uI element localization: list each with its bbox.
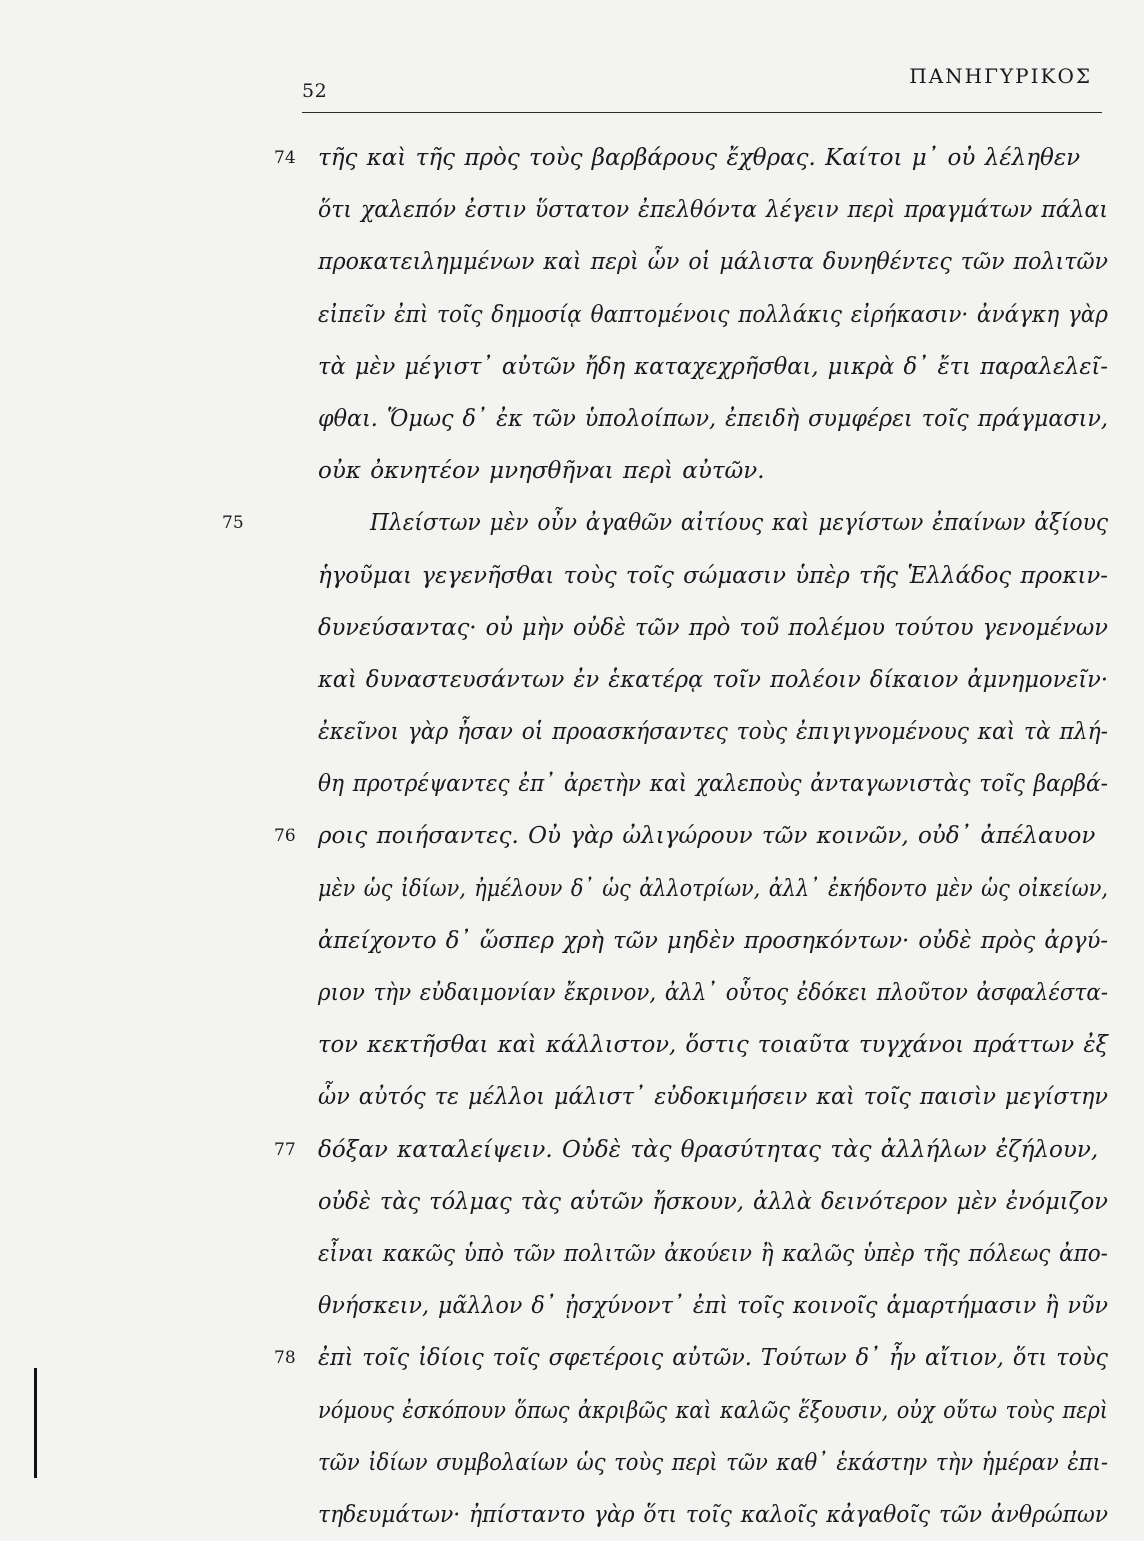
scan-edge-mark: [34, 1368, 37, 1478]
line-text: προκατειλημμένων καὶ περὶ ὧν οἱ μάλιστα δυνηθέντες τῶν πολιτῶν: [318, 249, 1109, 276]
line-text: τον κεκτῆσθαι καὶ κάλλιστον, ὅστις τοιαῦτα τυγχάνοι πράττων ἐξ: [318, 1032, 1109, 1059]
section-number: 74: [274, 148, 296, 168]
text-line: [274, 1124, 1118, 1176]
text-line: [222, 497, 1118, 549]
text-line: [318, 445, 1118, 497]
line-text: τῆς καὶ τῆς πρὸς τοὺς βαρβάρους ἔχθρας. Καίτοι μ᾽ οὐ λέληθεν: [318, 145, 1081, 171]
text-line: [318, 915, 1118, 967]
line-text: θνήσκειν, μᾶλλον δ᾽ ᾐσχύνοντ᾽ ἐπὶ τοῖς κοινοῖς ἁμαρτήμασιν ἢ νῦν: [318, 1293, 1109, 1320]
line-text: ἀπείχοντο δ᾽ ὥσπερ χρὴ τῶν μηδὲν προσηκόντων· οὐδὲ πρὸς ἀργύ-: [318, 927, 1109, 954]
line-text: οὐκ ὀκνητέον μνησθῆναι περὶ αὐτῶν.: [318, 458, 765, 485]
line-text: ἡγοῦμαι γεγενῆσθαι τοὺς τοῖς σώμασιν ὑπὲρ τῆς Ἑλλάδος προκιν-: [318, 562, 1109, 589]
line-text: τηδευμάτων· ἠπίσταντο γὰρ ὅτι τοῖς καλοῖς κἀγαθοῖς τῶν ἀνθρώπων: [318, 1501, 1109, 1528]
text-line: [318, 1280, 1118, 1332]
line-text: οὐδὲ τὰς τόλμας τὰς αὑτῶν ἤσκουν, ἀλλὰ δεινότερον μὲν ἐνόμιζον: [318, 1188, 1108, 1215]
line-text: ἐπὶ τοῖς ἰδίοις τοῖς σφετέροις αὐτῶν. Τούτων δ᾽ ἦν αἴτιον, ὅτι τοὺς: [318, 1345, 1108, 1372]
text-line: [318, 863, 1118, 915]
line-text: τῶν ἰδίων συμβολαίων ὡς τοὺς περὶ τῶν καθ᾽ ἑκάστην τὴν ἡμέραν ἐπι-: [318, 1449, 1108, 1476]
line-text: τὰ μὲν μέγιστ᾽ αὐτῶν ἤδη καταχεχρῆσθαι, μικρὰ δ᾽ ἔτι παραλελεῖ-: [318, 353, 1108, 380]
line-text: ἐκεῖνοι γὰρ ἦσαν οἱ προασκήσαντες τοὺς ἐπιγιγνομένους καὶ τὰ πλή-: [318, 719, 1109, 746]
line-text: μὲν ὡς ἰδίων, ἠμέλουν δ᾽ ὡς ἀλλοτρίων, ἀλλ᾽ ἐκήδοντο μὲν ὡς οἰκείων,: [318, 875, 1109, 902]
line-text: νόμους ἐσκόπουν ὅπως ἀκριβῶς καὶ καλῶς ἕξουσιν, οὐχ οὕτω τοὺς περὶ: [318, 1397, 1109, 1424]
section-number: 75: [222, 513, 244, 534]
text-line: [318, 1437, 1118, 1489]
page-number: 52: [302, 80, 328, 102]
line-text: δόξαν καταλείψειν. Οὐδὲ τὰς θρασύτητας τὰς ἀλλήλων ἐζήλουν,: [318, 1136, 1099, 1163]
text-line: [318, 236, 1118, 288]
text-line: [318, 1019, 1118, 1071]
text-line: [318, 1489, 1118, 1541]
text-line: [318, 602, 1118, 654]
line-text: καὶ δυναστευσάντων ἐν ἑκατέρᾳ τοῖν πολέοιν δίκαιον ἀμνημονεῖν·: [318, 666, 1109, 693]
section-number: 78: [274, 1348, 296, 1369]
text-line: [318, 1228, 1118, 1280]
text-line: [318, 341, 1118, 393]
text-line: [318, 654, 1118, 706]
line-text: ὅτι χαλεπόν ἐστιν ὕστατον ἐπελθόντα λέγειν περὶ πραγμάτων πάλαι: [318, 197, 1109, 224]
text-line: [274, 810, 1118, 862]
text-line: [318, 706, 1118, 758]
text-line: [274, 132, 1118, 184]
line-text: Πλείστων μὲν οὖν ἀγαθῶν αἰτίους καὶ μεγίστων ἐπαίνων ἀξίους: [370, 510, 1109, 537]
text-line: [318, 289, 1118, 341]
text-line: [318, 967, 1118, 1019]
line-text: δυνεύσαντας· οὐ μὴν οὐδὲ τῶν πρὸ τοῦ πολέμου τούτου γενομένων: [318, 614, 1108, 641]
text-line: [318, 184, 1118, 236]
line-text: ροις ποιήσαντες. Οὐ γὰρ ὠλιγώρουν τῶν κοινῶν, οὐδ᾽ ἀπέλαυον: [318, 823, 1096, 850]
line-text: ριον τὴν εὐδαιμονίαν ἔκρινον, ἀλλ᾽ οὗτος ἐδόκει πλοῦτον ἀσφαλέστα-: [318, 980, 1108, 1006]
section-number: 76: [274, 826, 296, 847]
greek-text-body: [222, 132, 1118, 1541]
line-text: φθαι. Ὅμως δ᾽ ἐκ τῶν ὑπολοίπων, ἐπειδὴ συμφέρει τοῖς πράγμασιν,: [318, 405, 1108, 432]
text-line: [318, 550, 1118, 602]
line-text: εἰπεῖν ἐπὶ τοῖς δημοσίᾳ θαπτομένοις πολλάκις εἰρήκασιν· ἀνάγκη γὰρ: [318, 301, 1108, 328]
text-line: [318, 1071, 1118, 1123]
line-text: ὧν αὐτός τε μέλλοι μάλιστ᾽ εὐδοκιμήσειν καὶ τοῖς παισὶν μεγίστην: [318, 1084, 1108, 1111]
text-line: [318, 393, 1118, 445]
line-text: εἶναι κακῶς ὑπὸ τῶν πολιτῶν ἀκούειν ἢ καλῶς ὑπὲρ τῆς πόλεως ἀπο-: [318, 1240, 1108, 1267]
text-line: [318, 1385, 1118, 1437]
text-line: [318, 1176, 1118, 1228]
section-number: 77: [274, 1139, 296, 1160]
line-text: θη προτρέψαντες ἐπ᾽ ἀρετὴν καὶ χαλεποὺς ἀνταγωνιστὰς τοῖς βαρβά-: [318, 771, 1108, 798]
running-title: ΠΑΝΗΓΥΡΙΚΟΣ: [909, 64, 1092, 88]
header-rule: [302, 112, 1102, 113]
text-line: [318, 758, 1118, 810]
text-line: [274, 1332, 1118, 1384]
